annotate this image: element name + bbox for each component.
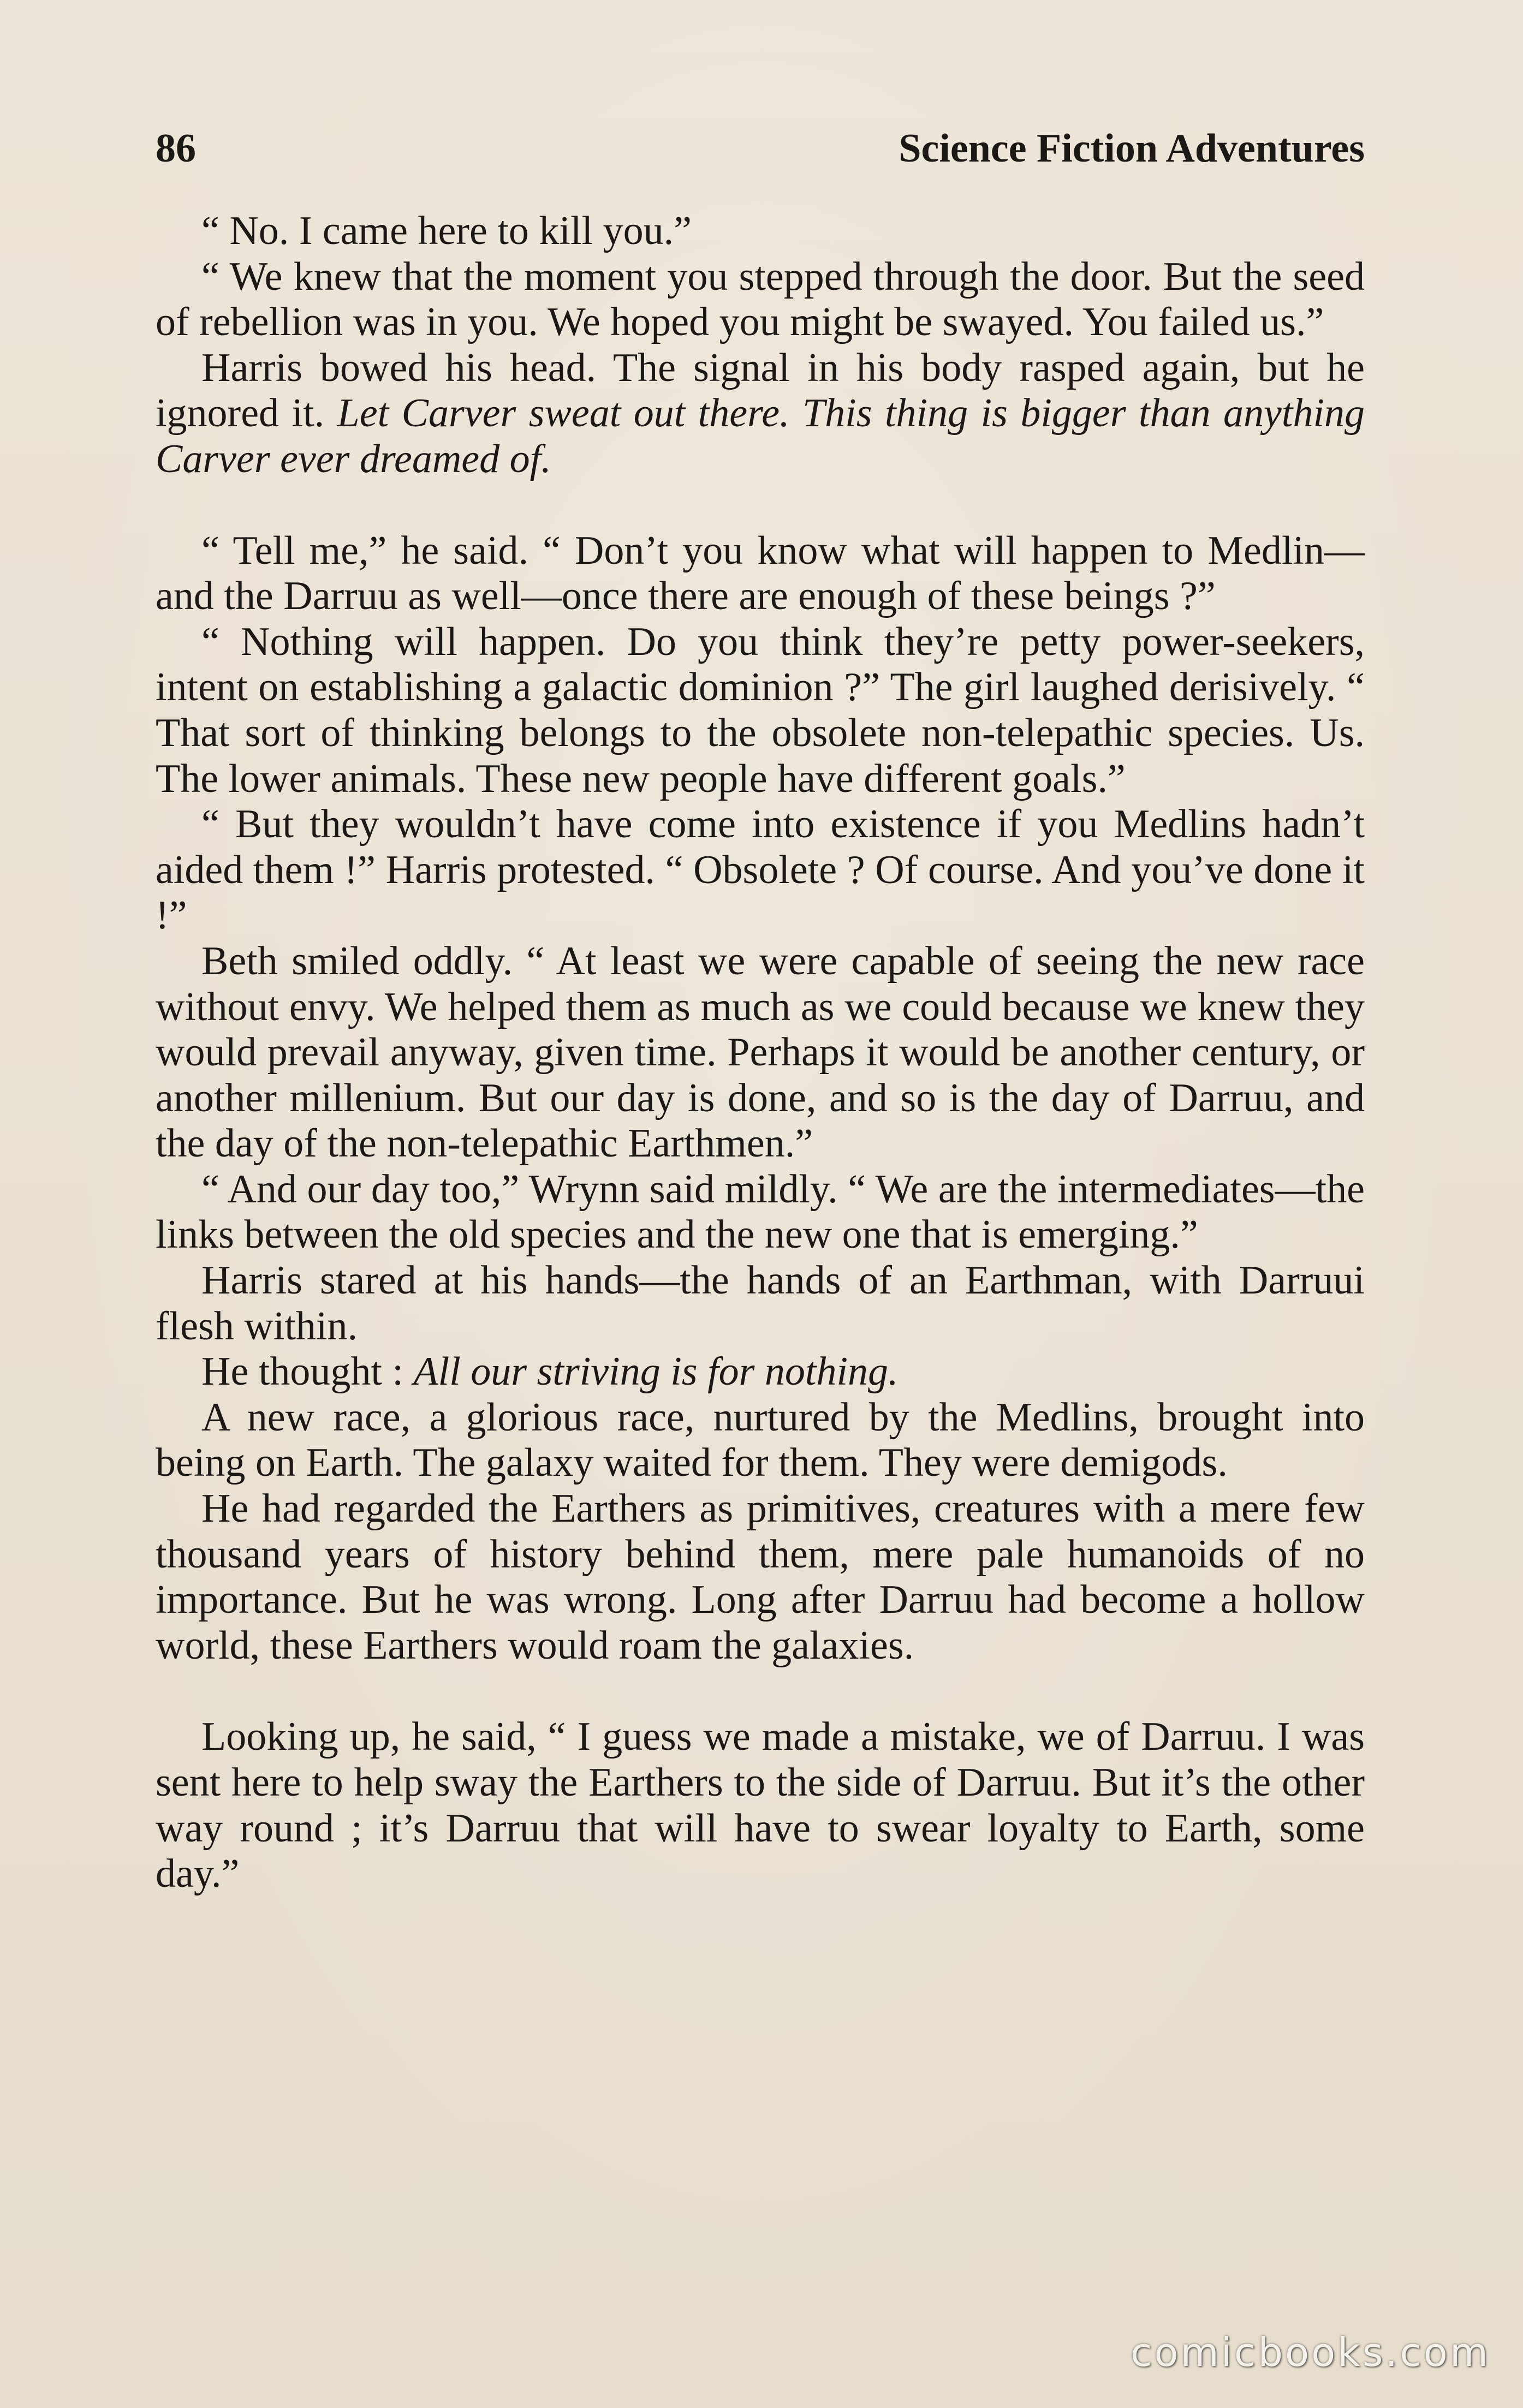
paragraph	[156, 802, 1365, 939]
text-run: He thought :	[201, 1349, 414, 1394]
italic-text: Let Carver sweat out there. This thing is bigger than anything Carver ever dreamed of.	[156, 391, 1365, 481]
text-run: Looking up, he said, “ I guess we made a mistake, we of Darruu. I was sent here to help sway the Earthers to the side of Darruu. But it’s the other way round ; it’s Darruu that will have to swear loyalty to Earth, some day.”	[156, 1714, 1365, 1897]
paragraph	[156, 1258, 1365, 1349]
text-run: A new race, a glorious race, nurtured by the Medlins, brought into being on Earth. The galaxy waited for them. They were demigods.	[156, 1394, 1365, 1486]
text-run: Harris bowed his head. The signal in his body rasped again, but he ignored it.	[156, 345, 1365, 436]
paragraph	[156, 254, 1365, 345]
running-title: Science Fiction Adventures	[899, 126, 1365, 171]
italic-text: All our striving is for nothing.	[413, 1349, 899, 1394]
text-run: “ Tell me,” he said. “ Don’t you know what will happen to Medlin—and the Darruu as well—once there are enough of these beings ?”	[156, 528, 1365, 619]
paragraph	[156, 939, 1365, 1167]
body-text	[156, 208, 1365, 1897]
text-run: “ Nothing will happen. Do you think they’re petty power-seekers, intent on establishing a galactic dominion ?” The girl laughed derisively. “ That sort of thinking belongs to the obsolete non-telepathic species. Us. The lower animals. These new people have different goals.”	[156, 619, 1365, 801]
paragraph	[156, 1395, 1365, 1486]
text-run: He had regarded the Earthers as primitives, creatures with a mere few thousand years of history behind them, mere pale humanoids of no importance. But he was wrong. Long after Darruu had become a hollow world, these Earthers would roam the galaxies.	[156, 1486, 1365, 1668]
paragraph	[156, 1349, 1365, 1395]
paragraph	[156, 1714, 1365, 1897]
page-number: 86	[156, 126, 196, 171]
paragraph	[156, 208, 1365, 254]
text-run: “ No. I came here to kill you.”	[201, 208, 692, 253]
watermark-text: comicbooks.com	[1130, 2329, 1490, 2375]
text-run: “ And our day too,” Wrynn said mildly. “ We are the intermediates—the links between the old species and the new one that is emerging.”	[156, 1166, 1365, 1257]
text-run: Harris stared at his hands—the hands of an Earthman, with Darruui flesh within.	[156, 1258, 1365, 1349]
text-run: Beth smiled oddly. “ At least we were capable of seeing the new race without envy. We helped them as much as we could because we knew they would prevail anyway, given time. Perhaps it would be another century, or another millenium. But our day is done, and so is the day of Darruu, and the day of the non-telepathic Earthmen.”	[156, 938, 1365, 1166]
paragraph	[156, 619, 1365, 802]
paragraph	[156, 528, 1365, 619]
paragraph	[156, 1167, 1365, 1258]
text-run: “ But they wouldn’t have come into existence if you Medlins hadn’t aided them !” Harris protested. “ Obsolete ? Of course. And you’ve done it !”	[156, 802, 1365, 938]
running-header	[156, 121, 1365, 176]
paragraph	[156, 1486, 1365, 1668]
text-run: “ We knew that the moment you stepped through the door. But the seed of rebellion was in you. We hoped you might be swayed. You failed us.”	[156, 254, 1365, 345]
paragraph	[156, 345, 1365, 482]
